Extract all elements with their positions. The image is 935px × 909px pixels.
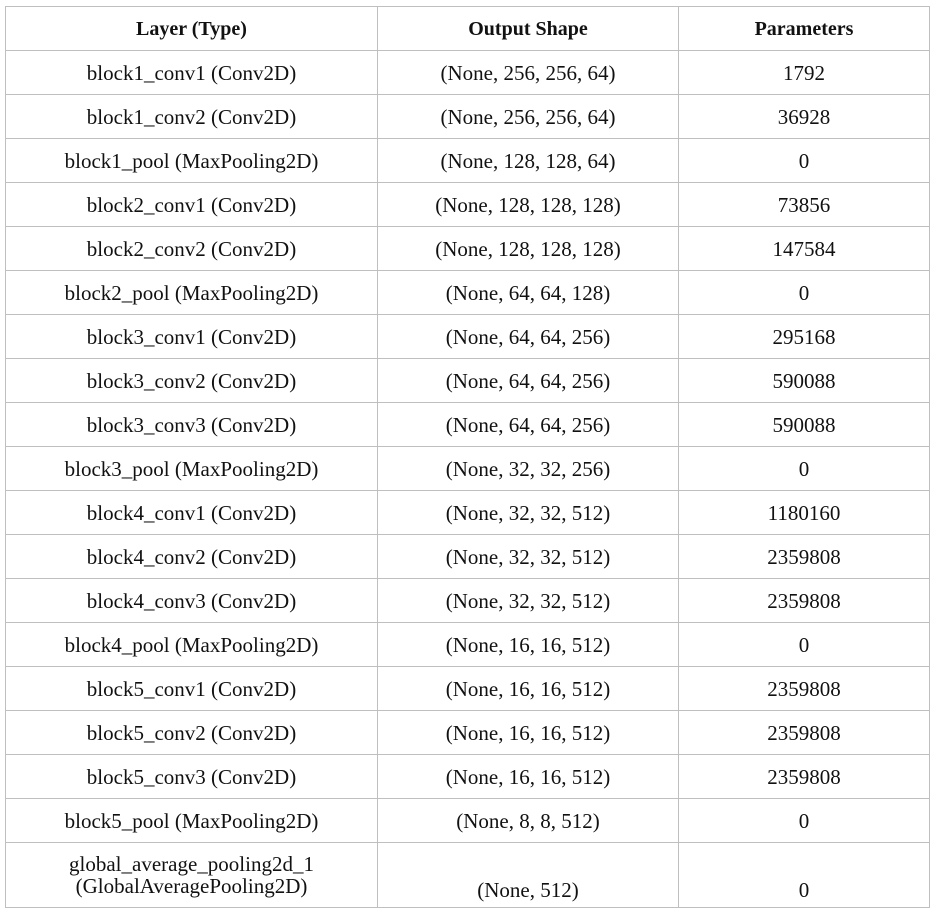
table-row [6, 315, 930, 359]
layer-cell: block5_conv1 (Conv2D) [6, 667, 378, 711]
parameters-cell: 2359808 [679, 579, 930, 623]
parameters-cell: 295168 [679, 315, 930, 359]
output-shape-cell: (None, 16, 16, 512) [378, 667, 679, 711]
output-shape-cell: (None, 256, 256, 64) [378, 51, 679, 95]
table-row [6, 535, 930, 579]
parameters-cell: 0 [679, 623, 930, 667]
output-shape-cell: (None, 64, 64, 128) [378, 271, 679, 315]
parameters-cell: 590088 [679, 359, 930, 403]
layer-cell: block4_conv3 (Conv2D) [6, 579, 378, 623]
output-shape-cell: (None, 128, 128, 64) [378, 139, 679, 183]
parameters-cell: 1792 [679, 51, 930, 95]
table-row [6, 447, 930, 491]
table-row [6, 491, 930, 535]
parameters-cell: 1180160 [679, 491, 930, 535]
layer-cell: block4_conv2 (Conv2D) [6, 535, 378, 579]
header-output-shape: Output Shape [378, 7, 679, 51]
parameters-cell: 0 [679, 139, 930, 183]
layer-cell: block1_conv1 (Conv2D) [6, 51, 378, 95]
output-shape-cell: (None, 128, 128, 128) [378, 227, 679, 271]
table-row [6, 271, 930, 315]
table-row [6, 755, 930, 799]
output-shape-cell: (None, 32, 32, 512) [378, 491, 679, 535]
layer-cell: block2_conv1 (Conv2D) [6, 183, 378, 227]
parameters-cell: 2359808 [679, 711, 930, 755]
layer-cell: block5_conv3 (Conv2D) [6, 755, 378, 799]
layer-cell: block5_pool (MaxPooling2D) [6, 799, 378, 843]
output-shape-cell: (None, 8, 8, 512) [378, 799, 679, 843]
layer-cell: block4_pool (MaxPooling2D) [6, 623, 378, 667]
layer-cell: block3_conv2 (Conv2D) [6, 359, 378, 403]
table-row [6, 799, 930, 843]
layer-cell: block2_conv2 (Conv2D) [6, 227, 378, 271]
table-row [6, 139, 930, 183]
table-row [6, 359, 930, 403]
layer-cell: block4_conv1 (Conv2D) [6, 491, 378, 535]
layer-cell: block3_conv3 (Conv2D) [6, 403, 378, 447]
table-row-global-average-pooling [6, 843, 930, 908]
parameters-cell: 147584 [679, 227, 930, 271]
table-row [6, 183, 930, 227]
layer-cell [6, 843, 378, 908]
table-row [6, 227, 930, 271]
output-shape-cell: (None, 128, 128, 128) [378, 183, 679, 227]
parameters-cell: 0 [679, 843, 930, 908]
layer-cell: block1_pool (MaxPooling2D) [6, 139, 378, 183]
parameters-cell: 2359808 [679, 755, 930, 799]
output-shape-cell: (None, 64, 64, 256) [378, 315, 679, 359]
parameters-cell: 2359808 [679, 535, 930, 579]
output-shape-cell: (None, 256, 256, 64) [378, 95, 679, 139]
output-shape-cell: (None, 512) [378, 843, 679, 908]
output-shape-cell: (None, 32, 32, 512) [378, 579, 679, 623]
table-row [6, 403, 930, 447]
table-row [6, 95, 930, 139]
layer-cell: block2_pool (MaxPooling2D) [6, 271, 378, 315]
model-summary-table [5, 6, 930, 908]
layer-cell: block3_conv1 (Conv2D) [6, 315, 378, 359]
output-shape-cell: (None, 32, 32, 512) [378, 535, 679, 579]
layer-type-line: (GlobalAveragePooling2D) [75, 874, 308, 898]
table-row [6, 667, 930, 711]
parameters-cell: 2359808 [679, 667, 930, 711]
parameters-cell: 0 [679, 271, 930, 315]
table-row [6, 711, 930, 755]
output-shape-cell: (None, 16, 16, 512) [378, 755, 679, 799]
parameters-cell: 590088 [679, 403, 930, 447]
layer-cell: block3_pool (MaxPooling2D) [6, 447, 378, 491]
layer-name-line: global_average_pooling2d_1 [69, 852, 314, 876]
layer-cell: block1_conv2 (Conv2D) [6, 95, 378, 139]
header-layer-type: Layer (Type) [6, 7, 378, 51]
table-row [6, 623, 930, 667]
parameters-cell: 36928 [679, 95, 930, 139]
header-row [6, 7, 930, 51]
output-shape-cell: (None, 64, 64, 256) [378, 403, 679, 447]
parameters-cell: 73856 [679, 183, 930, 227]
table-row [6, 51, 930, 95]
output-shape-cell: (None, 16, 16, 512) [378, 711, 679, 755]
parameters-cell: 0 [679, 799, 930, 843]
output-shape-cell: (None, 64, 64, 256) [378, 359, 679, 403]
output-shape-cell: (None, 16, 16, 512) [378, 623, 679, 667]
table-body [6, 51, 930, 908]
model-summary-table-wrapper [5, 6, 929, 908]
output-shape-cell: (None, 32, 32, 256) [378, 447, 679, 491]
table-row [6, 579, 930, 623]
layer-cell: block5_conv2 (Conv2D) [6, 711, 378, 755]
header-parameters: Parameters [679, 7, 930, 51]
parameters-cell: 0 [679, 447, 930, 491]
